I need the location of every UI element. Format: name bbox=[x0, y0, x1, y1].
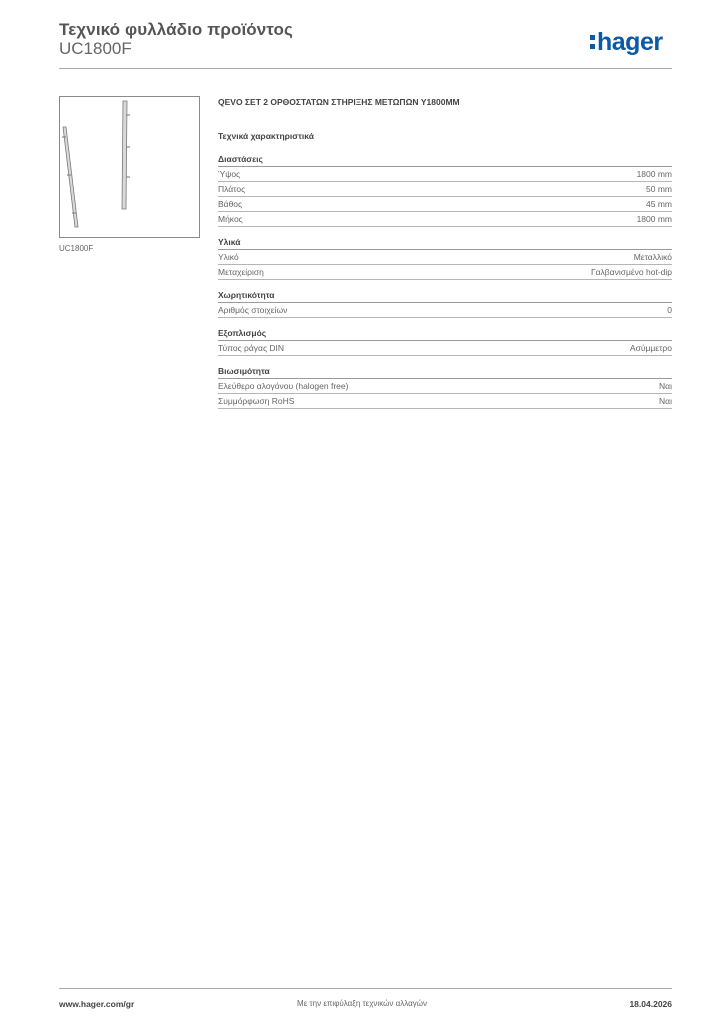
spec-label: Τύπος ράγας DIN bbox=[218, 343, 285, 353]
spec-value: Ναι bbox=[659, 381, 672, 391]
spec-value: 1800 mm bbox=[636, 214, 672, 224]
spec-value: Μεταλλικό bbox=[633, 252, 672, 262]
section-title: Βιωσιμότητα bbox=[218, 366, 672, 379]
logo-text: hager bbox=[597, 28, 663, 56]
footer-date: 18.04.2026 bbox=[629, 999, 672, 1009]
spec-value: 1800 mm bbox=[636, 169, 672, 179]
spec-content bbox=[218, 96, 672, 419]
spec-row-rohs bbox=[218, 394, 672, 409]
spec-row-depth bbox=[218, 197, 672, 212]
footer-website-link[interactable]: www.hager.com/gr bbox=[59, 999, 135, 1009]
spec-label: Ελεύθερο αλογόνου (halogen free) bbox=[218, 381, 349, 391]
section-materials bbox=[218, 237, 672, 280]
section-title: Εξοπλισμός bbox=[218, 328, 672, 341]
spec-row-material bbox=[218, 250, 672, 265]
section-equipment bbox=[218, 328, 672, 356]
image-caption: UC1800F bbox=[59, 244, 94, 253]
spec-value: 0 bbox=[667, 305, 672, 315]
specs-heading: Τεχνικά χαρακτηριστικά bbox=[218, 131, 314, 141]
product-image bbox=[59, 96, 200, 238]
spec-label: Πλάτος bbox=[218, 184, 246, 194]
spec-row-module-count bbox=[218, 303, 672, 318]
spec-row-length bbox=[218, 212, 672, 227]
spec-row-halogen-free bbox=[218, 379, 672, 394]
product-code: UC1800F bbox=[59, 39, 132, 58]
page-title: Τεχνικό φυλλάδιο προϊόντος bbox=[59, 20, 293, 39]
hager-logo[interactable] bbox=[590, 28, 663, 57]
spec-label: Υλικό bbox=[218, 252, 239, 262]
logo-dots-icon bbox=[590, 35, 596, 49]
mounting-rails-icon bbox=[60, 97, 199, 237]
spec-label: Συμμόρφωση RoHS bbox=[218, 396, 295, 406]
section-title: Διαστάσεις bbox=[218, 154, 672, 167]
spec-label: Ύψος bbox=[218, 169, 241, 179]
section-capacity bbox=[218, 290, 672, 318]
spec-row-height bbox=[218, 167, 672, 182]
product-title: QEVO ΣΕΤ 2 ΟΡΘΟΣΤΑΤΩΝ ΣΤΗΡΙΞΗΣ ΜΕΤΩΠΩΝ Y1800MM bbox=[218, 97, 460, 107]
spec-label: Μήκος bbox=[218, 214, 243, 224]
spec-label: Βάθος bbox=[218, 199, 243, 209]
footer-notice: Με την επιφύλαξη τεχνικών αλλαγών bbox=[297, 999, 427, 1008]
section-dimensions bbox=[218, 154, 672, 227]
header-divider bbox=[59, 68, 672, 69]
section-title: Υλικά bbox=[218, 237, 672, 250]
spec-value: Ασύμμετρο bbox=[629, 343, 672, 353]
spec-label: Αριθμός στοιχείων bbox=[218, 305, 288, 315]
spec-row-din-rail bbox=[218, 341, 672, 356]
section-sustainability bbox=[218, 366, 672, 409]
footer-divider bbox=[59, 988, 672, 989]
spec-value: Γαλβανισμένο hot-dip bbox=[590, 267, 672, 277]
spec-row-width bbox=[218, 182, 672, 197]
spec-row-treatment bbox=[218, 265, 672, 280]
section-title: Χωρητικότητα bbox=[218, 290, 672, 303]
spec-value: 45 mm bbox=[646, 199, 672, 209]
spec-value: 50 mm bbox=[646, 184, 672, 194]
spec-label: Μεταχείριση bbox=[218, 267, 264, 277]
spec-value: Ναι bbox=[659, 396, 672, 406]
